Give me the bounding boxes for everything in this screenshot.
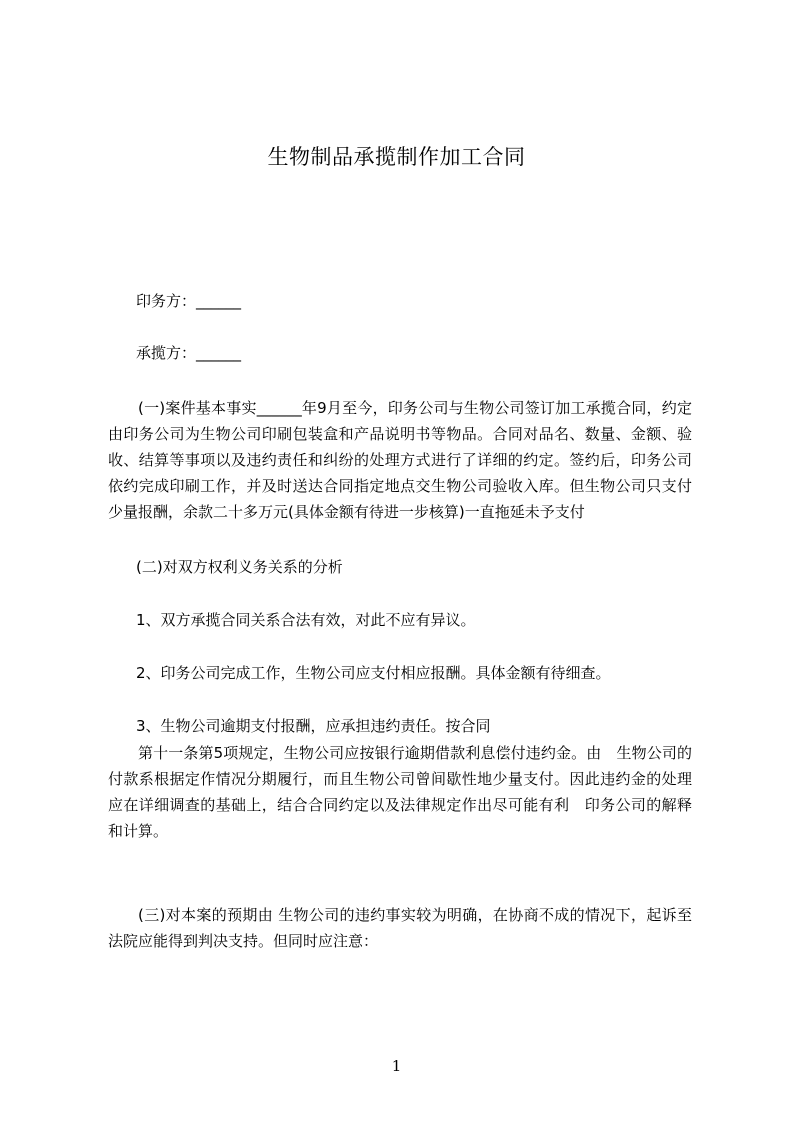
party-printing-line: 印务方：______ — [136, 292, 242, 310]
list-item-3: 3、生物公司逾期支付报酬，应承担违约责任。按合同 — [136, 717, 491, 735]
list-item-2: 2、印务公司完成工作，生物公司应支付相应报酬。具体金额有待细查。 — [136, 664, 611, 682]
section-2-heading: (二)对双方权利义务关系的分析 — [136, 558, 343, 576]
list-item-1: 1、双方承揽合同关系合法有效，对此不应有异议。 — [136, 611, 476, 629]
section-1-paragraph: (一)案件基本事实______年9月至今，印务公司与生物公司签订加工承揽合同，约定由印务公司为生物公司印刷包装盒和产品说明书等物品。合同对品名、数量、金额、验收、结算等事项以及违约责任和纠纷的处理方式进行了详细的约定。签约后，印务公司依约完成印刷工作，并及时送达合同指定地点交生物公司验收入库。但生物公司只支付少量报酬，余款二十多万元(具体金额有待进一步核算)一直拖延未予支付 — [108, 399, 692, 521]
clause-paragraph: 第十一条第5项规定，生物公司应按银行逾期借款利息偿付违约金。由 生物公司的付款系根据定作情况分期履行，而且生物公司曾间歇性地少量支付。因此违约金的处理应在详细调查的基础上，结合合同约定以及法律规定作出尽可能有利 印务公司的解释和计算。 — [108, 744, 692, 840]
section-3-paragraph: (三)对本案的预期由 生物公司的违约事实较为明确，在协商不成的情况下，起诉至法院应能得到判决支持。但同时应注意： — [108, 906, 692, 950]
document-title: 生物制品承揽制作加工合同 — [267, 145, 526, 169]
party-contractor-line: 承揽方：______ — [136, 344, 242, 362]
page-number: 1 — [391, 1057, 402, 1075]
